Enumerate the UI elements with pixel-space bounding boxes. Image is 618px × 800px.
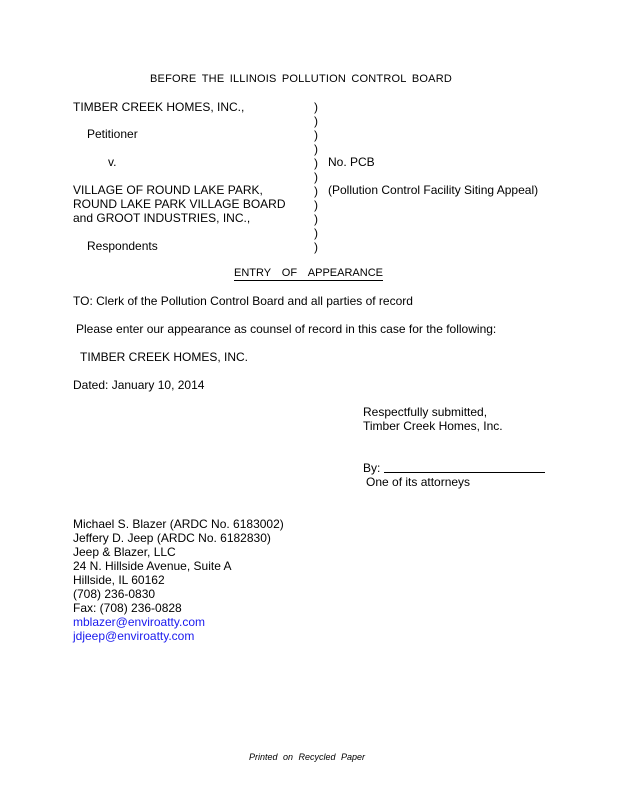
- address-line-2: Hillside, IL 60162: [73, 573, 165, 587]
- law-firm: Jeep & Blazer, LLC: [73, 545, 176, 559]
- dated-line: Dated: January 10, 2014: [73, 378, 205, 392]
- caption-paren: ): [314, 198, 318, 212]
- case-number: No. PCB: [328, 155, 375, 169]
- footer-word: Printed: [249, 752, 278, 762]
- heading-word: ILLINOIS: [229, 73, 277, 85]
- email-link-2[interactable]: jdjeep@enviroatty.com: [73, 629, 195, 643]
- attorney-2: Jeffery D. Jeep (ARDC No. 6182830): [73, 531, 271, 545]
- appearance-request: Please enter our appearance as counsel of record in this case for the following:: [76, 322, 497, 336]
- respondent-line2: ROUND LAKE PARK VILLAGE BOARD: [73, 197, 286, 211]
- email-link-1[interactable]: mblazer@enviroatty.com: [73, 615, 205, 629]
- caption-paren: ): [314, 240, 318, 254]
- title-word: ENTRY: [234, 267, 272, 279]
- closing: Respectfully submitted,: [363, 405, 488, 419]
- heading-word: BEFORE: [150, 73, 197, 85]
- document-title: [234, 267, 383, 281]
- signature-line: [384, 472, 545, 473]
- phone: (708) 236-0830: [73, 587, 156, 601]
- by-label: By:: [363, 461, 381, 475]
- footer-word: on: [283, 752, 294, 762]
- heading-word: POLLUTION: [281, 73, 347, 85]
- fax: Fax: (708) 236-0828: [73, 601, 182, 615]
- party-name: TIMBER CREEK HOMES, INC.: [80, 350, 249, 364]
- caption-paren: ): [314, 184, 318, 198]
- address-line-1: 24 N. Hillside Avenue, Suite A: [73, 559, 232, 573]
- title-word: APPEARANCE: [307, 267, 383, 279]
- caption-paren: ): [314, 114, 318, 128]
- versus: v.: [108, 155, 117, 169]
- caption-paren: ): [314, 100, 318, 114]
- board-heading: [150, 72, 452, 86]
- title-word: OF: [281, 267, 298, 279]
- caption-paren: ): [314, 156, 318, 170]
- heading-word: CONTROL: [351, 73, 407, 85]
- to-line: TO: Clerk of the Pollution Control Board and all parties of record: [73, 294, 413, 308]
- attorney-label: One of its attorneys: [366, 475, 471, 489]
- recycled-paper-footer: [249, 750, 365, 764]
- caption-paren: ): [314, 170, 318, 184]
- attorney-1: Michael S. Blazer (ARDC No. 6183002): [73, 517, 284, 531]
- caption-paren: ): [314, 226, 318, 240]
- heading-word: BOARD: [411, 73, 452, 85]
- petitioner-name: TIMBER CREEK HOMES, INC.,: [73, 100, 245, 114]
- heading-word: THE: [201, 73, 225, 85]
- case-type: (Pollution Control Facility Siting Appeal): [328, 183, 539, 197]
- caption-paren: ): [314, 128, 318, 142]
- caption-paren: ): [314, 142, 318, 156]
- respondents-label: Respondents: [87, 239, 158, 253]
- respondent-line3: and GROOT INDUSTRIES, INC.,: [73, 211, 251, 225]
- caption-paren: ): [314, 212, 318, 226]
- footer-word: Recycled: [298, 752, 336, 762]
- footer-word: Paper: [340, 752, 365, 762]
- respondent-line1: VILLAGE OF ROUND LAKE PARK,: [73, 183, 263, 197]
- signature-firm: Timber Creek Homes, Inc.: [363, 419, 503, 433]
- petitioner-label: Petitioner: [87, 127, 138, 141]
